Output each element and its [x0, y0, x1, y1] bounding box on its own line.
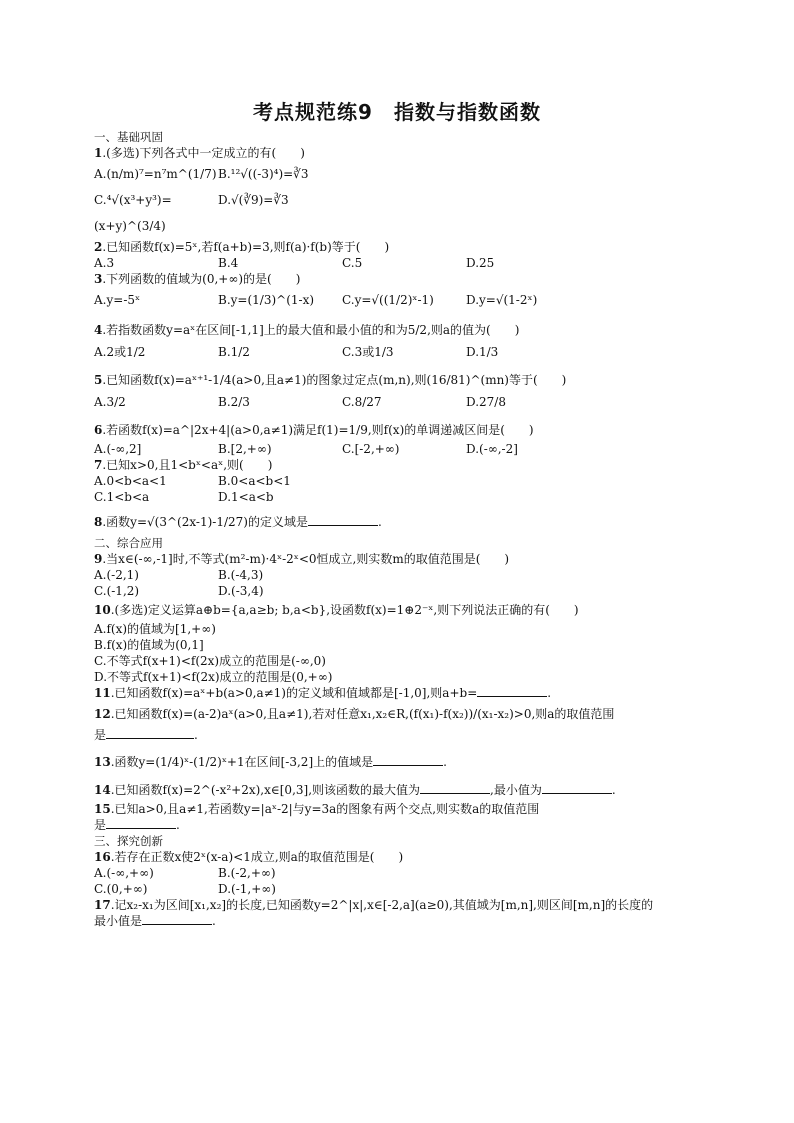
answer-blank[interactable] [142, 913, 212, 925]
q16-options-ab [94, 865, 694, 881]
option-c: C.(0,+∞) [94, 882, 148, 896]
option-a: A.0<b<a<1 [94, 474, 167, 488]
answer-blank[interactable] [308, 514, 378, 526]
option-b: B.[2,+∞) [218, 442, 272, 456]
q1-options-cd [94, 187, 694, 239]
section-heading: 一、基础巩固 [94, 130, 163, 144]
question-12-cont: 是 . [94, 728, 198, 742]
q4-options [94, 341, 694, 363]
option-d: D.不等式f(x+1)<f(2x)成立的范围是(0,+∞) [94, 670, 333, 684]
question-7: 7.已知x>0,且1<bˣ<aˣ,则( ) [94, 458, 273, 472]
q3-options [94, 287, 694, 313]
option-d: D.1/3 [466, 345, 499, 359]
option-d: D.27/8 [466, 395, 506, 409]
option-d: D.(-1,+∞) [218, 882, 276, 896]
option-b: B.0<a<b<1 [218, 474, 291, 488]
option-d: D.(-3,4) [218, 584, 264, 598]
option-a: A.(-∞,2] [94, 442, 142, 456]
question-10: 10.(多选)定义运算a⊕b={a,a≥b; b,a<b},设函数f(x)=1⊕2⁻ˣ,则下列说法正确的有( ) [94, 603, 579, 617]
question-1: 1.(多选)下列各式中一定成立的有( ) [94, 146, 305, 160]
option-c: C.不等式f(x+1)<f(2x)成立的范围是(-∞,0) [94, 654, 326, 668]
option-d: D.y=√(1-2ˣ) [466, 293, 538, 307]
exercise-content [94, 129, 694, 929]
option-a: A.y=-5ˣ [94, 293, 141, 307]
option-a: A.3/2 [94, 395, 126, 409]
question-9: 9.当x∈(-∞,-1]时,不等式(m²-m)·4ˣ-2ˣ<0恒成立,则实数m的取值范围是( ) [94, 552, 510, 566]
q9-options-ab [94, 567, 694, 583]
option-c: C.⁴√(x³+y³)=(x+y)^(3/4) [94, 193, 172, 233]
answer-blank[interactable] [106, 727, 194, 739]
option-c: C.(-1,2) [94, 584, 140, 598]
answer-blank[interactable] [106, 817, 176, 829]
question-4: 4.若指数函数y=aˣ在区间[-1,1]上的最大值和最小值的和为5/2,则a的值为( ) [94, 323, 520, 337]
option-c: C.8/27 [342, 395, 382, 409]
question-15: 15.已知a>0,且a≠1,若函数y=|aˣ-2|与y=3a的图象有两个交点,则实数a的取值范围 [94, 802, 540, 816]
option-b: B.4 [218, 256, 239, 270]
question-13: 13.函数y=(1/4)ˣ-(1/2)ˣ+1在区间[-3,2]上的值域是 . [94, 755, 447, 769]
option-a: A.3 [94, 256, 115, 270]
answer-blank-min[interactable] [542, 782, 612, 794]
option-a: A.2或1/2 [94, 345, 146, 359]
question-14: 14.已知函数f(x)=2^(-x²+2x),x∈[0,3],则该函数的最大值为 ,最小值为 . [94, 783, 616, 797]
option-d: D.(-∞,-2] [466, 442, 518, 456]
q7-options-cd [94, 489, 694, 505]
q1-options-ab [94, 161, 694, 187]
answer-blank-max[interactable] [420, 782, 490, 794]
page-title: 考点规范练9 指数与指数函数 [253, 100, 541, 124]
option-b: B.¹²√((-3)⁴)=∛3 [218, 167, 309, 181]
section-heading: 二、综合应用 [94, 536, 163, 550]
option-b: B.2/3 [218, 395, 250, 409]
question-16: 16.若存在正数x使2ˣ(x-a)<1成立,则a的取值范围是( ) [94, 850, 404, 864]
question-2: 2.已知函数f(x)=5ˣ,若f(a+b)=3,则f(a)·f(b)等于( ) [94, 240, 390, 254]
q5-options [94, 391, 694, 413]
option-a: A.f(x)的值域为[1,+∞) [94, 622, 216, 636]
answer-blank[interactable] [373, 754, 443, 766]
option-b: B.y=(1/3)^(1-x) [218, 293, 315, 307]
option-c: C.3或1/3 [342, 345, 394, 359]
option-c: C.5 [342, 256, 363, 270]
q16-options-cd [94, 881, 694, 897]
question-12: 12.已知函数f(x)=(a-2)aˣ(a>0,且a≠1),若对任意x₁,x₂∈R,(f(x₁)-f(x₂))/(x₁-x₂)>0,则a的取值范围 [94, 707, 615, 721]
question-6: 6.若函数f(x)=a^|2x+4|(a>0,a≠1)满足f(1)=1/9,则f(x)的单调递减区间是( ) [94, 423, 534, 437]
q9-options-cd [94, 583, 694, 599]
q6-options [94, 441, 694, 457]
question-5: 5.已知函数f(x)=aˣ⁺¹-1/4(a>0,且a≠1)的图象过定点(m,n),则(16/81)^(mn)等于( ) [94, 373, 567, 387]
question-11: 11.已知函数f(x)=aˣ+b(a>0,a≠1)的定义域和值域都是[-1,0],则a+b= . [94, 686, 552, 700]
option-b: B.(-4,3) [218, 568, 264, 582]
option-c: C.1<b<a [94, 490, 150, 504]
option-d: D.1<a<b [218, 490, 274, 504]
option-a: A.(-∞,+∞) [94, 866, 154, 880]
option-a: A.(n/m)⁷=n⁷m^(1/7) [94, 167, 217, 181]
option-a: A.(-2,1) [94, 568, 139, 582]
q2-options [94, 255, 694, 271]
question-3: 3.下列函数的值域为(0,+∞)的是( ) [94, 272, 301, 286]
option-d: D.25 [466, 256, 495, 270]
q7-options-ab [94, 473, 694, 489]
option-d: D.√(∛9)=∛3 [218, 193, 289, 207]
option-c: C.[-2,+∞) [342, 442, 400, 456]
question-15-cont: 是 . [94, 818, 180, 832]
answer-blank[interactable] [477, 685, 547, 697]
question-8: 8.函数y=√(3^(2x-1)-1/27)的定义域是 . [94, 515, 382, 529]
question-17-cont: 最小值是 . [94, 914, 216, 928]
option-b: B.(-2,+∞) [218, 866, 276, 880]
question-17: 17.记x₂-x₁为区间[x₁,x₂]的长度,已知函数y=2^|x|,x∈[-2,a](a≥0),其值域为[m,n],则区间[m,n]的长度的 [94, 898, 654, 912]
option-b: B.1/2 [218, 345, 250, 359]
option-b: B.f(x)的值域为(0,1] [94, 638, 204, 652]
option-c: C.y=√((1/2)ˣ-1) [342, 293, 434, 307]
section-heading: 三、探究创新 [94, 834, 163, 848]
